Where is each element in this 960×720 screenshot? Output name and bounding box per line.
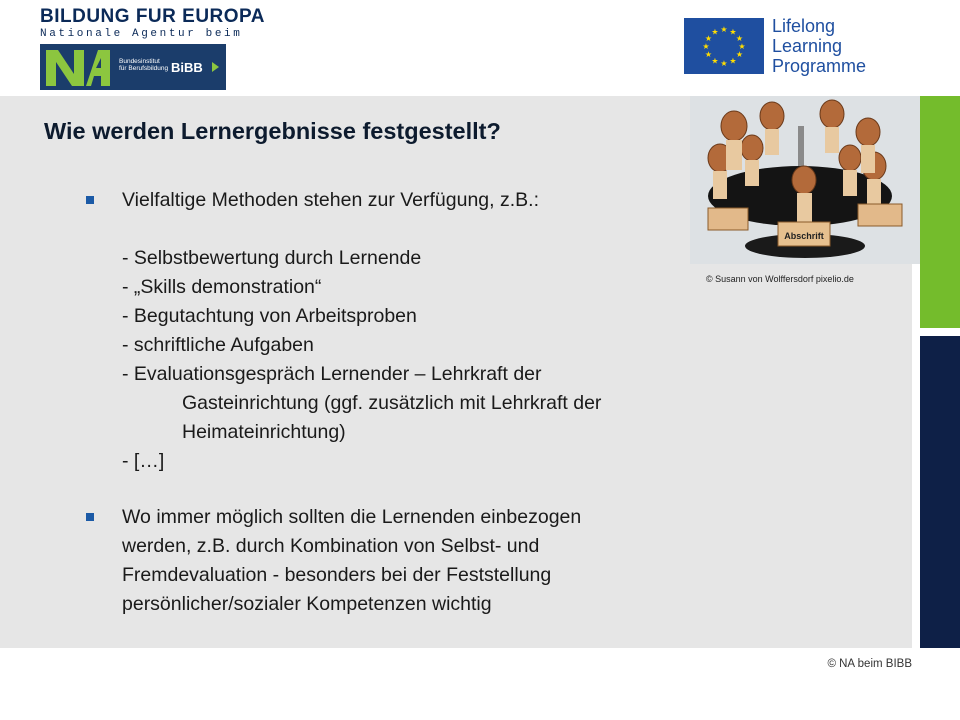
footer-copyright: © NA beim BIBB <box>827 658 912 670</box>
slide-title: Wie werden Lernergebnisse festgestellt? <box>44 118 501 144</box>
svg-text:★: ★ <box>720 25 728 34</box>
svg-text:★: ★ <box>735 50 744 59</box>
stamps-photo <box>690 96 920 264</box>
method-item-4: - schriftliche Aufgaben <box>122 334 314 356</box>
svg-text:★: ★ <box>711 56 719 66</box>
bibb-name-line1: Bundesinstitut <box>119 58 160 65</box>
na-bibb-logo-block <box>40 44 226 90</box>
method-item-1: - Selbstbewertung durch Lernende <box>122 247 422 269</box>
svg-text:★: ★ <box>704 50 713 59</box>
accent-bar-green <box>920 96 960 328</box>
llp-logo-text <box>772 16 866 76</box>
bullet-2-line4: persönlicher/sozialer Kompetenzen wichtig <box>122 593 492 615</box>
na-logo-icon <box>44 46 112 88</box>
llp-line3: Programme <box>772 56 867 76</box>
llp-line1: Lifelong <box>772 16 836 36</box>
bibb-name <box>119 58 168 72</box>
method-item-5-line3: Heimateinrichtung) <box>182 421 346 443</box>
method-item-5-line2: Gasteinrichtung (ggf. zusätzlich mit Lehrkraft der <box>182 392 602 414</box>
method-item-6: - […] <box>122 450 165 472</box>
svg-text:★: ★ <box>738 42 746 51</box>
bildung-fuer-europa-logo <box>40 6 266 90</box>
bfe-logo-title: BILDUNG FUR EUROPA <box>40 6 266 27</box>
method-item-5-line1: - Evaluationsgespräch Lernender – Lehrkraft der <box>122 363 542 385</box>
eu-flag-icon <box>684 18 764 74</box>
svg-text:★: ★ <box>711 27 719 37</box>
photo-credit: © Susann von Wolffersdorf pixelio.de <box>706 274 854 284</box>
accent-bar-navy <box>920 336 960 648</box>
bullet-2-line3: Fremdevaluation - besonders bei der Feststellung <box>122 564 552 586</box>
bullet-2-line2: werden, z.B. durch Kombination von Selbst- und <box>122 535 540 557</box>
svg-text:★: ★ <box>729 56 737 66</box>
bullet-1-lead: Vielfaltige Methoden stehen zur Verfügung, z.B.: <box>122 189 539 211</box>
bibb-arrow-icon <box>212 62 219 72</box>
bullet-marker-2 <box>86 513 94 521</box>
svg-text:★: ★ <box>729 27 737 37</box>
stamp-label: Abschrift <box>784 231 824 241</box>
svg-text:★: ★ <box>735 34 744 43</box>
stamps-illustration <box>690 96 920 264</box>
bibb-name-line2: für Berufsbildung <box>119 65 169 72</box>
bullet-marker-1 <box>86 196 94 204</box>
svg-text:★: ★ <box>720 59 728 68</box>
method-item-3: - Begutachtung von Arbeitsproben <box>122 305 417 327</box>
method-item-2: - „Skills demonstration“ <box>122 276 322 298</box>
svg-text:★: ★ <box>704 34 713 43</box>
llp-line2: Learning <box>772 36 843 56</box>
bfe-logo-subtitle: Nationale Agentur beim <box>40 28 243 40</box>
svg-text:★: ★ <box>702 42 710 51</box>
bullet-2-line1: Wo immer möglich sollten die Lernenden einbezogen <box>122 506 582 528</box>
bibb-logo-text: BiBB <box>171 60 203 75</box>
